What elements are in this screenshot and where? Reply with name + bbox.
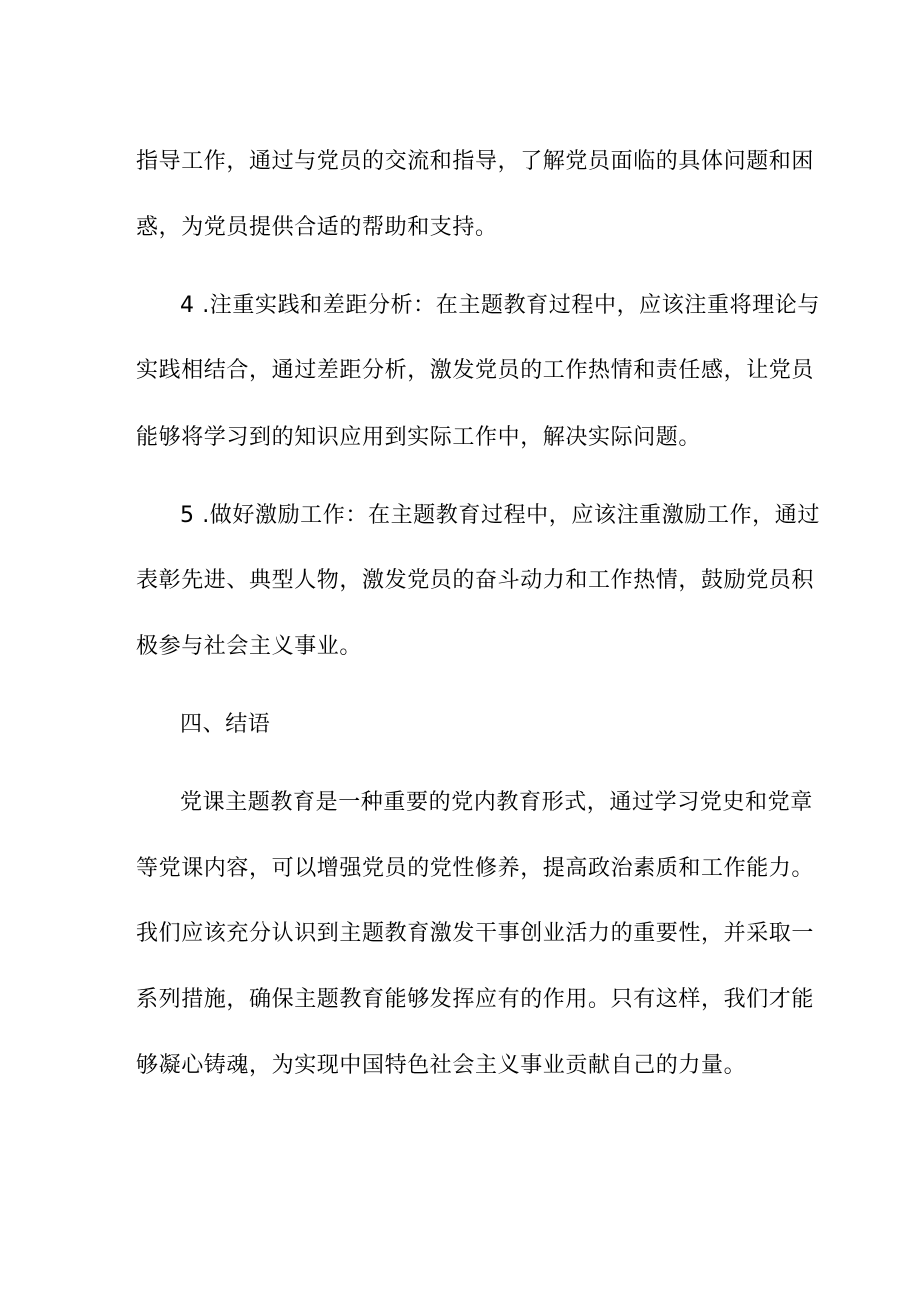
paragraph-line: 等党课内容，可以增强党员的党性修养，提高政治素质和工作能力。 [136,856,815,881]
paragraph-line: 我们应该充分认识到主题教育激发干事创业活力的重要性，并采取一 [136,921,815,946]
paragraph-line: 表彰先进、典型人物，激发党员的奋斗动力和工作热情，鼓励党员积 [136,568,815,593]
paragraph-line: 实践相结合，通过差距分析，激发党员的工作热情和责任感，让党员 [136,358,815,383]
paragraph-line: 系列措施，确保主题教育能够发挥应有的作用。只有这样，我们才能 [136,987,815,1012]
paragraph-line: 能够将学习到的知识应用到实际工作中，解决实际问题。 [136,425,702,450]
paragraph-line: 惑，为党员提供合适的帮助和支持。 [136,215,498,240]
paragraph-line: 够凝心铸魂，为实现中国特色社会主义事业贡献自己的力量。 [136,1053,747,1078]
section-heading: 四、结语 [180,712,271,737]
paragraph-line: 极参与社会主义事业。 [136,634,363,659]
conclusion-paragraph-line: 党课主题教育是一种重要的党内教育形式，通过学习党史和党章 [180,790,813,815]
paragraph-line: 指导工作，通过与党员的交流和指导，了解党员面临的具体问题和困 [136,149,815,174]
list-item-4-line: 4 .注重实践和差距分析：在主题教育过程中，应该注重将理论与 [180,293,820,318]
list-item-5-line: 5 .做好激励工作：在主题教育过程中，应该注重激励工作，通过 [180,503,820,528]
